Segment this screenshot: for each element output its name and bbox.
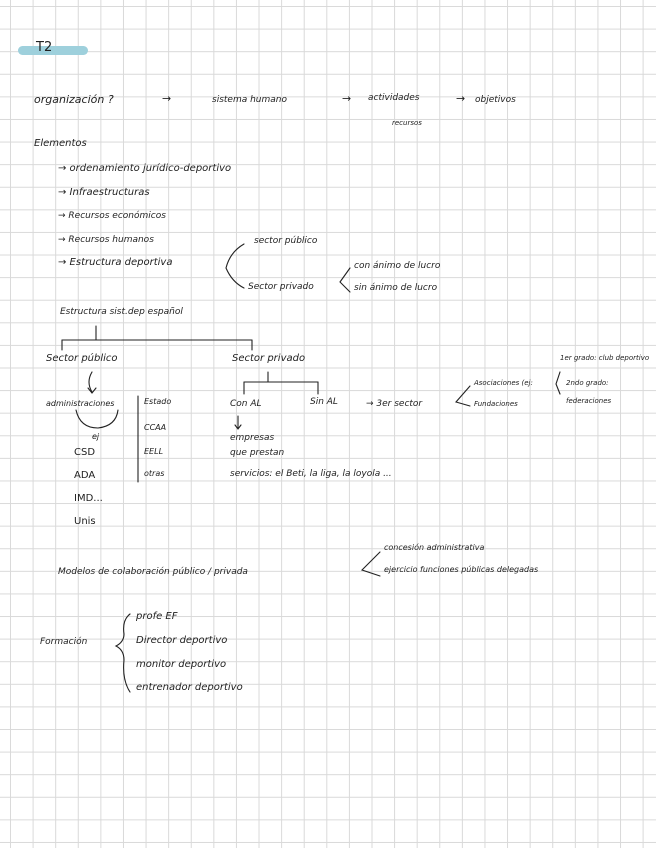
elementos-item-estructura: → Estructura deportiva	[58, 257, 173, 268]
empresas-text: empresas	[230, 433, 275, 443]
arrow-2: →	[342, 92, 352, 105]
elem-sector-privado: Sector privado	[248, 282, 314, 292]
admin-eell: EELL	[144, 447, 164, 456]
entity-ada: ADA	[74, 470, 96, 481]
elem-sector-publico: sector público	[254, 236, 318, 246]
asociaciones-text: Asociaciones (ej:	[474, 379, 533, 387]
formacion-item-entrenador: entrenador deportivo	[136, 682, 243, 693]
elementos-item-infraestructuras: → Infraestructuras	[58, 187, 150, 198]
ej-label: ej	[92, 432, 100, 441]
actividades-text: actividades	[368, 93, 420, 103]
recursos-text: recursos	[392, 119, 422, 127]
que-prestan-text: que prestan	[230, 448, 285, 458]
elementos-item-recursos-economicos: → Recursos económicos	[58, 211, 166, 221]
estr-sector-publico: Sector público	[46, 353, 118, 364]
sin-animo-lucro: sin ánimo de lucro	[354, 283, 438, 293]
formacion-item-profe: profe EF	[136, 611, 178, 622]
sistema-humano-text: sistema humano	[212, 95, 287, 105]
elementos-item-ordenamiento: → ordenamiento jurídico-deportivo	[58, 163, 232, 174]
formacion-item-director: Director deportivo	[136, 635, 228, 646]
elementos-item-recursos-humanos: → Recursos humanos	[58, 235, 154, 245]
organizacion-text: organización ?	[34, 93, 114, 106]
administraciones-text: administraciones	[46, 399, 115, 408]
modelos-text: Modelos de colaboración público / privada	[58, 567, 248, 577]
formacion-label: Formación	[40, 637, 88, 647]
objetivos-text: objetivos	[475, 95, 516, 105]
ejercicio-text: ejercicio funciones públicas delegadas	[384, 565, 539, 574]
concesion-text: concesión administrativa	[384, 543, 485, 552]
elementos-heading: Elementos	[34, 138, 87, 149]
tercer-sector-text: → 3er sector	[366, 399, 423, 409]
fundaciones-text: Fundaciones	[474, 400, 518, 408]
segundo-grado-text: 2ndo grado:	[566, 379, 609, 387]
formacion-item-monitor: monitor deportivo	[136, 659, 227, 670]
con-al-text: Con AL	[230, 399, 262, 409]
bracket-animo	[340, 268, 350, 292]
page-title: T2	[36, 40, 53, 55]
estr-sector-privado: Sector privado	[232, 353, 306, 364]
estructura-heading: Estructura sist.dep español	[60, 307, 183, 317]
arrow-1: →	[162, 92, 172, 105]
sin-al-text: Sin AL	[310, 397, 338, 407]
admin-estado: Estado	[144, 397, 172, 406]
bracket-estructura	[226, 244, 244, 288]
entity-unis: Unis	[74, 516, 96, 527]
federaciones-text: federaciones	[566, 397, 612, 405]
entity-imd: IMD...	[74, 493, 103, 504]
con-animo-lucro: con ánimo de lucro	[354, 261, 441, 271]
formacion-brace	[116, 614, 130, 692]
entity-csd: CSD	[74, 447, 96, 458]
servicios-text: servicios: el Beti, la liga, la loyola ...	[230, 469, 392, 479]
admin-ccaa: CCAA	[144, 423, 167, 432]
arrow-3: →	[456, 92, 466, 105]
primer-grado-text: 1er grado: club deportivo	[560, 354, 650, 362]
admin-otras: otras	[144, 469, 165, 478]
